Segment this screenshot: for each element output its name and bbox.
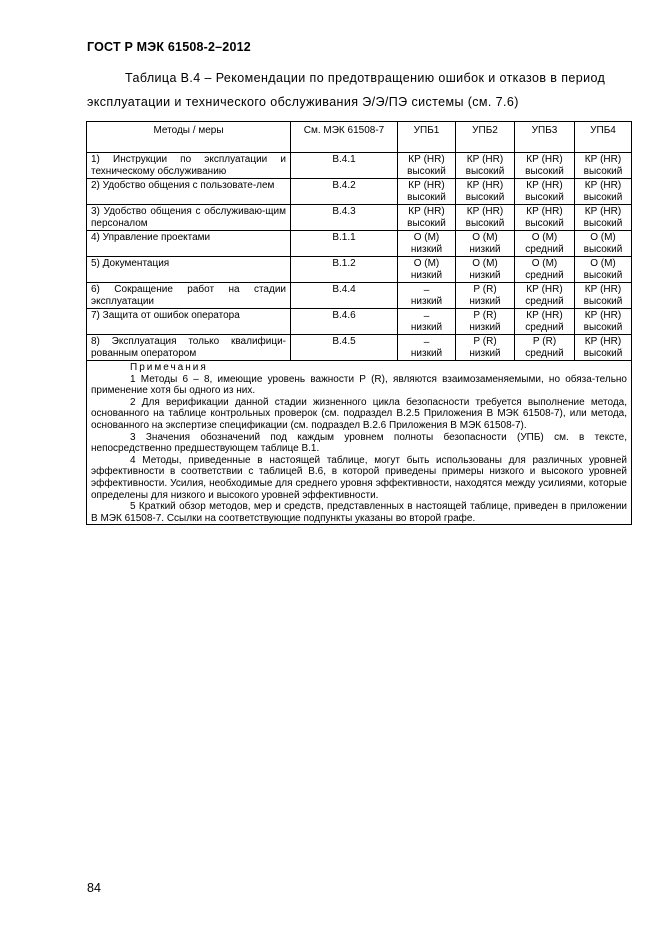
sil-rating: О (М) <box>472 258 498 269</box>
sil-cell <box>515 205 575 231</box>
header-sil4: УПБ4 <box>575 122 632 153</box>
header-sil1: УПБ1 <box>398 122 456 153</box>
note-item: 4 Методы, приведенные в настоящей таблице, могут быть использованы для различных уровней эффективности в соответствии с таблицей В.6, в которой приведены примеры низкого и высокого уровней эффективности. Усилия, необходимые для среднего уровня эффективности, находятся между усилиями, которые определены для низкого и высокого уровней эффективности. <box>91 454 627 501</box>
sil-rating: КР (HR) <box>408 154 445 165</box>
method-cell: 2) Удобство общения с пользовате-лем <box>87 179 291 205</box>
method-cell: 8) Эксплуатация только квалифици-рованным оператором <box>87 335 291 361</box>
reference-cell: В.4.2 <box>291 179 398 205</box>
document-header: ГОСТ Р МЭК 61508-2–2012 <box>87 40 251 54</box>
sil-rating: КР (HR) <box>408 180 445 191</box>
sil-effectiveness: низкий <box>410 347 443 359</box>
sil-cell <box>456 153 515 179</box>
sil-rating: КР (HR) <box>408 206 445 217</box>
header-sil3: УПБ3 <box>515 122 575 153</box>
sil-effectiveness: средний <box>525 243 564 255</box>
sil-cell <box>575 205 632 231</box>
sil-cell <box>398 179 456 205</box>
sil-rating: О (М) <box>590 232 616 243</box>
recommendations-table <box>86 121 632 525</box>
table-row <box>87 153 632 179</box>
notes-cell <box>87 361 632 525</box>
sil-cell <box>575 231 632 257</box>
sil-effectiveness: низкий <box>410 321 443 333</box>
sil-cell <box>398 283 456 309</box>
sil-effectiveness: высокий <box>465 191 505 203</box>
sil-cell <box>515 257 575 283</box>
sil-effectiveness: низкий <box>469 269 501 281</box>
note-item: 5 Краткий обзор методов, мер и средств, представленных в настоящей таблице, приведен в приложении В МЭК 61508-7. Ссылки на соответствующие подпункты указаны во второй графе. <box>91 501 627 524</box>
table-row <box>87 231 632 257</box>
sil-effectiveness: средний <box>525 321 564 333</box>
sil-rating: Р (R) <box>473 284 497 295</box>
sil-effectiveness: высокий <box>525 191 564 203</box>
table-caption <box>87 66 643 114</box>
sil-rating: О (М) <box>413 232 440 243</box>
sil-rating: – <box>423 311 430 322</box>
sil-rating: КР (HR) <box>526 310 563 321</box>
sil-rating: КР (HR) <box>584 206 622 217</box>
sil-cell <box>515 335 575 361</box>
caption-line-2: эксплуатации и технического обслуживания Э/Э/ПЭ системы (см. 7.6) <box>87 95 519 109</box>
header-methods: Методы / меры <box>87 122 291 153</box>
sil-effectiveness: высокий <box>583 347 623 359</box>
sil-cell <box>398 257 456 283</box>
notes-title: Примечания <box>130 362 208 373</box>
sil-cell <box>575 283 632 309</box>
sil-rating: КР (HR) <box>526 284 563 295</box>
sil-rating: КР (HR) <box>584 336 622 347</box>
sil-effectiveness: средний <box>525 347 564 359</box>
table-row <box>87 335 632 361</box>
sil-rating: КР (HR) <box>584 284 622 295</box>
sil-effectiveness: высокий <box>583 191 623 203</box>
sil-rating: КР (HR) <box>466 180 504 191</box>
reference-cell: В.4.4 <box>291 283 398 309</box>
sil-effectiveness: низкий <box>410 243 443 255</box>
table-row <box>87 309 632 335</box>
sil-effectiveness: высокий <box>407 217 446 229</box>
sil-cell <box>515 179 575 205</box>
sil-rating: О (М) <box>531 232 558 243</box>
sil-effectiveness: низкий <box>469 295 501 307</box>
sil-effectiveness: высокий <box>583 165 623 177</box>
sil-effectiveness: высокий <box>525 165 564 177</box>
sil-rating: О (М) <box>413 258 440 269</box>
sil-cell <box>398 153 456 179</box>
method-cell: 7) Защита от ошибок оператора <box>87 309 291 335</box>
reference-cell: В.4.6 <box>291 309 398 335</box>
sil-cell <box>456 205 515 231</box>
sil-cell <box>398 335 456 361</box>
sil-effectiveness: низкий <box>469 347 501 359</box>
sil-effectiveness: высокий <box>583 217 623 229</box>
sil-effectiveness: высокий <box>525 217 564 229</box>
table-row <box>87 283 632 309</box>
sil-cell <box>456 309 515 335</box>
sil-cell <box>575 335 632 361</box>
sil-effectiveness: низкий <box>410 269 443 281</box>
sil-rating: Р (R) <box>532 336 557 347</box>
sil-cell <box>575 257 632 283</box>
notes-row <box>87 361 632 525</box>
header-reference: См. МЭК 61508-7 <box>291 122 398 153</box>
sil-effectiveness: низкий <box>469 243 501 255</box>
sil-cell <box>575 179 632 205</box>
sil-cell <box>575 153 632 179</box>
method-cell: 6) Сокращение работ на стадии эксплуатации <box>87 283 291 309</box>
sil-effectiveness: высокий <box>583 269 623 281</box>
sil-cell <box>398 205 456 231</box>
sil-cell <box>456 231 515 257</box>
sil-effectiveness: высокий <box>465 217 505 229</box>
sil-effectiveness: высокий <box>583 321 623 333</box>
sil-rating: КР (HR) <box>584 180 622 191</box>
header-sil2: УПБ2 <box>456 122 515 153</box>
sil-rating: КР (HR) <box>526 206 563 217</box>
sil-rating: КР (HR) <box>584 154 622 165</box>
sil-rating: – <box>423 285 430 296</box>
sil-cell <box>575 309 632 335</box>
sil-rating: КР (HR) <box>584 310 622 321</box>
sil-cell <box>456 257 515 283</box>
method-cell: 1) Инструкции по эксплуатации и техническому обслуживанию <box>87 153 291 179</box>
sil-effectiveness: высокий <box>407 191 446 203</box>
table-row <box>87 257 632 283</box>
sil-cell <box>515 153 575 179</box>
sil-effectiveness: низкий <box>410 295 443 307</box>
reference-cell: В.4.1 <box>291 153 398 179</box>
sil-rating: КР (HR) <box>526 180 563 191</box>
reference-cell: В.4.3 <box>291 205 398 231</box>
sil-cell <box>398 309 456 335</box>
sil-rating: О (М) <box>531 258 558 269</box>
sil-rating: КР (HR) <box>466 154 504 165</box>
sil-rating: О (М) <box>590 258 616 269</box>
sil-effectiveness: низкий <box>469 321 501 333</box>
caption-line-1: Таблица В.4 – Рекомендации по предотвращению ошибок и отказов в период <box>125 71 606 85</box>
sil-cell <box>515 283 575 309</box>
table-row <box>87 179 632 205</box>
page-number: 84 <box>87 881 101 895</box>
sil-effectiveness: высокий <box>465 165 505 177</box>
sil-effectiveness: высокий <box>583 243 623 255</box>
sil-rating: – <box>423 337 430 348</box>
sil-effectiveness: средний <box>525 295 564 307</box>
table-header-row <box>87 122 632 153</box>
sil-rating: Р (R) <box>473 310 497 321</box>
sil-effectiveness: высокий <box>407 165 446 177</box>
sil-cell <box>515 231 575 257</box>
method-cell: 5) Документация <box>87 257 291 283</box>
sil-effectiveness: средний <box>525 269 564 281</box>
note-item: 3 Значения обозначений под каждым уровнем полноты безопасности (УПБ) см. в тексте, непосредственно предшествующем таблице В.1. <box>91 431 627 455</box>
sil-effectiveness: высокий <box>583 295 623 307</box>
sil-cell <box>456 179 515 205</box>
table-row <box>87 205 632 231</box>
method-cell: 3) Удобство общения с обслуживаю-щим персоналом <box>87 205 291 231</box>
method-cell: 4) Управление проектами <box>87 231 291 257</box>
note-item: 1 Методы 6 – 8, имеющие уровень важности Р (R), являются взаимозаменяемыми, но обяза-тельно применение хотя бы одного из них. <box>91 373 627 397</box>
sil-cell <box>398 231 456 257</box>
reference-cell: В.1.1 <box>291 231 398 257</box>
sil-cell <box>456 283 515 309</box>
reference-cell: В.4.5 <box>291 335 398 361</box>
sil-cell <box>515 309 575 335</box>
sil-cell <box>456 335 515 361</box>
sil-rating: О (М) <box>472 232 498 243</box>
note-item: 2 Для верификации данной стадии жизненного цикла безопасности требуется выполнение метода, основанного на таблице контрольных проверок (см. подраздел В.2.5 Приложения В МЭК 61508-7), или метода, основанного на экспертизе спецификации (см. подраздел В.2.6 Приложения В МЭК 61508-7). <box>91 396 627 431</box>
sil-rating: КР (HR) <box>466 206 504 217</box>
sil-rating: Р (R) <box>473 336 497 347</box>
sil-rating: КР (HR) <box>526 154 563 165</box>
reference-cell: В.1.2 <box>291 257 398 283</box>
